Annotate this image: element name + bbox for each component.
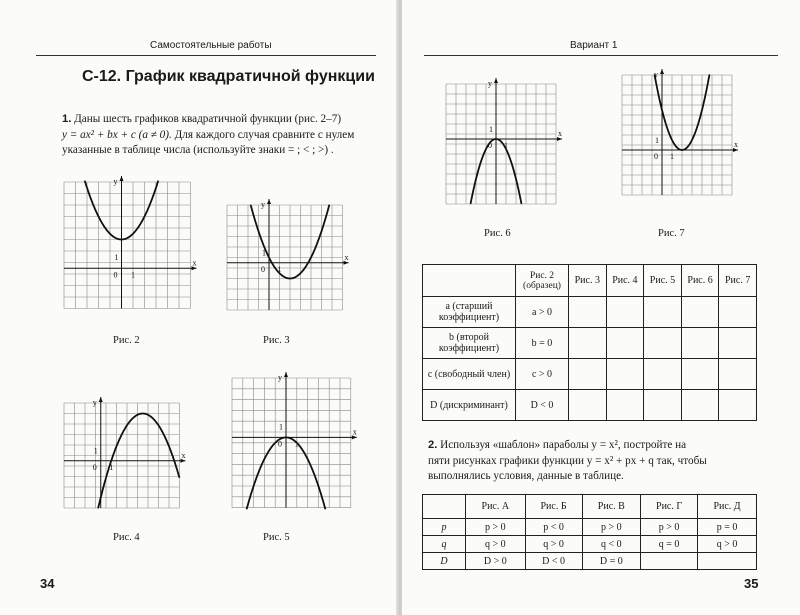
y-axis-label: y bbox=[92, 398, 97, 407]
table-cell: q bbox=[423, 536, 466, 553]
task-2-line3: выполнялись условия, данные в таблице. bbox=[428, 470, 624, 482]
origin-label: 0 bbox=[278, 439, 282, 449]
task-1-number: 1. bbox=[62, 113, 72, 125]
task-2 bbox=[428, 438, 768, 485]
table-header-cell: Рис. 2 (образец) bbox=[516, 265, 569, 297]
table-cell: D > 0 bbox=[466, 553, 526, 570]
table-cell: q = 0 bbox=[641, 536, 698, 553]
table-header-cell: Рис. 7 bbox=[719, 265, 757, 297]
x-axis-label: x bbox=[181, 450, 186, 460]
caption-fig7: Рис. 7 bbox=[658, 228, 685, 239]
task-1 bbox=[62, 112, 382, 159]
y-axis-label: y bbox=[261, 200, 265, 209]
caption-fig3: Рис. 3 bbox=[263, 335, 290, 346]
table-answer-cell[interactable] bbox=[719, 328, 757, 359]
table-header-cell: Рис. Г bbox=[641, 495, 698, 519]
table-cell: p > 0 bbox=[641, 519, 698, 536]
x-axis-label: x bbox=[192, 258, 197, 268]
table-answer-cell[interactable] bbox=[719, 390, 757, 421]
y-unit-label: 1 bbox=[279, 422, 283, 432]
page-number-right: 35 bbox=[744, 576, 759, 591]
table-answer-cell[interactable] bbox=[606, 390, 644, 421]
y-unit-label: 1 bbox=[655, 136, 659, 145]
y-arrow-icon bbox=[99, 397, 103, 402]
table-cell[interactable] bbox=[641, 553, 698, 570]
task-2-number: 2. bbox=[428, 439, 438, 451]
table-answer-cell[interactable] bbox=[606, 359, 644, 390]
origin-label: 0 bbox=[113, 270, 118, 280]
x-unit-label: 1 bbox=[504, 141, 508, 150]
y-axis-label: y bbox=[278, 373, 282, 382]
table-answer-cell[interactable] bbox=[569, 359, 607, 390]
table-header-cell: Рис. В bbox=[582, 495, 641, 519]
y-arrow-icon bbox=[660, 69, 664, 74]
y-unit-label: 1 bbox=[114, 252, 119, 262]
table-header-cell bbox=[423, 495, 466, 519]
graph-fig3 bbox=[227, 200, 349, 315]
graph-fig4 bbox=[64, 398, 186, 517]
section-title: С-12. График квадратичной функции bbox=[82, 68, 375, 85]
graph-fig2 bbox=[64, 177, 197, 312]
x-axis-label: x bbox=[344, 252, 349, 262]
table-cell: q < 0 bbox=[582, 536, 641, 553]
running-head-right: Вариант 1 bbox=[570, 40, 618, 51]
origin-label: 0 bbox=[654, 152, 658, 161]
table-answer-cell[interactable] bbox=[681, 328, 719, 359]
table-cell: q > 0 bbox=[466, 536, 526, 553]
table-sample-cell: c > 0 bbox=[516, 359, 569, 390]
x-axis-label: x bbox=[352, 427, 357, 437]
table-answer-cell[interactable] bbox=[644, 359, 682, 390]
task-2-line1: Используя «шаблон» параболы y = x², постройте на bbox=[440, 439, 687, 451]
table-cell: p > 0 bbox=[582, 519, 641, 536]
table-answer-cell[interactable] bbox=[569, 390, 607, 421]
y-arrow-icon bbox=[120, 176, 124, 181]
graph-fig7 bbox=[622, 70, 738, 200]
table-answer-cell[interactable] bbox=[644, 390, 682, 421]
left-page bbox=[0, 0, 398, 615]
x-unit-label: 1 bbox=[277, 264, 282, 274]
y-axis-label: y bbox=[113, 177, 118, 186]
task-2-line2: пяти рисунках графики функции y = x² + px + q так, чтобы bbox=[428, 454, 707, 467]
table-answer-cell[interactable] bbox=[606, 328, 644, 359]
table-cell: p > 0 bbox=[466, 519, 526, 536]
table-cell: p < 0 bbox=[525, 519, 582, 536]
table-answer-cell[interactable] bbox=[719, 297, 757, 328]
table-cell: p bbox=[423, 519, 466, 536]
table-header-cell: Рис. 6 bbox=[681, 265, 719, 297]
table-answer-cell[interactable] bbox=[681, 390, 719, 421]
table-cell: q > 0 bbox=[698, 536, 757, 553]
right-page bbox=[402, 0, 800, 615]
table-cell: D = 0 bbox=[582, 553, 641, 570]
table-header-cell: Рис. 3 bbox=[569, 265, 607, 297]
task-1-line1: Даны шесть графиков квадратичной функции (рис. 2–7) bbox=[74, 113, 342, 125]
caption-fig4: Рис. 4 bbox=[113, 532, 140, 543]
table-row-label: b (второй коэффициент) bbox=[423, 328, 516, 359]
x-unit-label: 1 bbox=[294, 439, 299, 449]
x-axis-label: x bbox=[558, 129, 562, 138]
table-sample-cell: a > 0 bbox=[516, 297, 569, 328]
caption-fig6: Рис. 6 bbox=[484, 228, 511, 239]
table-header-cell: Рис. Б bbox=[525, 495, 582, 519]
table-header-cell: Рис. Д bbox=[698, 495, 757, 519]
origin-label: 0 bbox=[488, 141, 492, 150]
graph-fig6 bbox=[446, 79, 562, 209]
y-unit-label: 1 bbox=[93, 446, 98, 456]
x-unit-label: 1 bbox=[109, 462, 114, 472]
y-arrow-icon bbox=[494, 78, 498, 83]
page-number-left: 34 bbox=[40, 576, 55, 591]
table-row-label: D (дискриминант) bbox=[423, 390, 516, 421]
table-header-cell: Рис. А bbox=[466, 495, 526, 519]
table-sample-cell: D < 0 bbox=[516, 390, 569, 421]
table-row-label: c (свободный член) bbox=[423, 359, 516, 390]
task-1-line3: указанные в таблице числа (используйте знаки = ; < ; >) . bbox=[62, 144, 334, 156]
table-answer-cell[interactable] bbox=[681, 297, 719, 328]
origin-label: 0 bbox=[261, 264, 265, 274]
table-cell: D < 0 bbox=[525, 553, 582, 570]
conditions-table bbox=[422, 494, 757, 570]
table-answer-cell[interactable] bbox=[644, 297, 682, 328]
y-axis-label: y bbox=[488, 79, 492, 88]
x-axis-label: x bbox=[734, 140, 738, 149]
caption-fig5: Рис. 5 bbox=[263, 532, 290, 543]
table-cell: D bbox=[423, 553, 466, 570]
table-answer-cell[interactable] bbox=[719, 359, 757, 390]
table-corner bbox=[423, 265, 516, 297]
origin-label: 0 bbox=[92, 462, 97, 472]
y-unit-label: 1 bbox=[489, 125, 493, 134]
table-answer-cell[interactable] bbox=[606, 297, 644, 328]
task-1-line2: Для каждого случая сравните с нулем bbox=[174, 128, 355, 141]
table-cell: p = 0 bbox=[698, 519, 757, 536]
y-unit-label: 1 bbox=[262, 248, 266, 258]
table-answer-cell[interactable] bbox=[681, 359, 719, 390]
running-head: Самостоятельные работы bbox=[150, 40, 272, 51]
y-arrow-icon bbox=[267, 199, 271, 204]
x-unit-label: 1 bbox=[131, 270, 135, 280]
table-answer-cell[interactable] bbox=[569, 328, 607, 359]
table-header-cell: Рис. 5 bbox=[644, 265, 682, 297]
y-arrow-icon bbox=[284, 372, 288, 377]
table-sample-cell: b = 0 bbox=[516, 328, 569, 359]
header-rule-right bbox=[424, 55, 778, 56]
header-rule bbox=[36, 55, 376, 56]
graph-fig5 bbox=[232, 373, 357, 518]
task-1-formula: y = ax² + bx + c (a ≠ 0). bbox=[62, 128, 172, 141]
x-unit-label: 1 bbox=[670, 152, 674, 161]
table-cell[interactable] bbox=[698, 553, 757, 570]
y-axis-label: y bbox=[654, 70, 658, 79]
comparison-table bbox=[422, 264, 757, 421]
table-answer-cell[interactable] bbox=[569, 297, 607, 328]
table-row-label: a (старший коэффициент) bbox=[423, 297, 516, 328]
table-cell: q > 0 bbox=[525, 536, 582, 553]
table-header-cell: Рис. 4 bbox=[606, 265, 644, 297]
caption-fig2: Рис. 2 bbox=[113, 335, 140, 346]
table-answer-cell[interactable] bbox=[644, 328, 682, 359]
